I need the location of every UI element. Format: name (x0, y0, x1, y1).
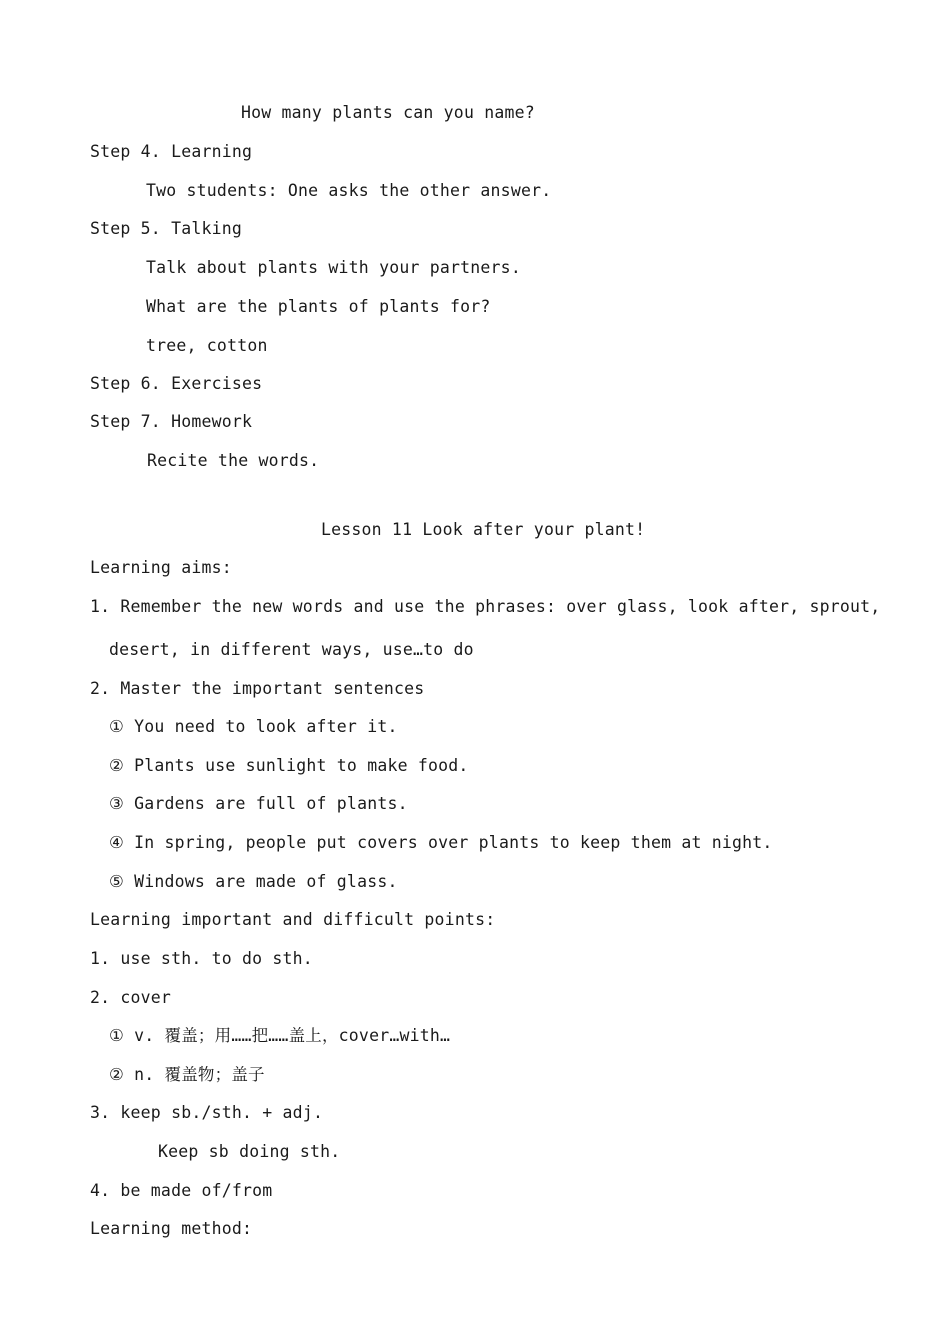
point-2-noun: ② n. 覆盖物；盖子 (109, 1065, 265, 1084)
point-1: 1. use sth. to do sth. (90, 949, 313, 968)
sentence-5: ⑤ Windows are made of glass. (109, 872, 398, 891)
point-2-verb: ① v. 覆盖；用……把……盖上，cover…with… (109, 1026, 451, 1045)
step4-text: Two students: One asks the other answer. (146, 181, 552, 200)
sentence-1: ① You need to look after it. (109, 717, 398, 736)
point-3-sub: Keep sb doing sth. (158, 1142, 341, 1161)
step5-title: Step 5. Talking (90, 219, 243, 238)
sentence-2: ② Plants use sunlight to make food. (109, 756, 469, 775)
aim1-line1: 1. Remember the new words and use the phrases: over glass, look after, sprout, (90, 597, 881, 616)
question-line: How many plants can you name? (241, 103, 535, 122)
aim1-line2: desert, in different ways, use…to do (109, 640, 474, 659)
points-heading: Learning important and difficult points: (90, 910, 496, 929)
step7-text: Recite the words. (147, 451, 320, 470)
step4-title: Step 4. Learning (90, 142, 253, 161)
aim2: 2. Master the important sentences (90, 679, 425, 698)
sentence-3: ③ Gardens are full of plants. (109, 794, 408, 813)
method-heading: Learning method: (90, 1219, 253, 1238)
point-4: 4. be made of/from (90, 1181, 273, 1200)
step7-title: Step 7. Homework (90, 412, 253, 431)
aims-heading: Learning aims: (90, 558, 232, 577)
sentence-4: ④ In spring, people put covers over plants to keep them at night. (109, 833, 773, 852)
step6-title: Step 6. Exercises (90, 374, 263, 393)
step5-text-3: tree, cotton (146, 336, 268, 355)
point-3: 3. keep sb./sth. + adj. (90, 1103, 324, 1122)
step5-text-2: What are the plants of plants for? (146, 297, 491, 316)
lesson-title: Lesson 11 Look after your plant! (321, 520, 646, 539)
point-2: 2. cover (90, 988, 172, 1007)
step5-text-1: Talk about plants with your partners. (146, 258, 521, 277)
